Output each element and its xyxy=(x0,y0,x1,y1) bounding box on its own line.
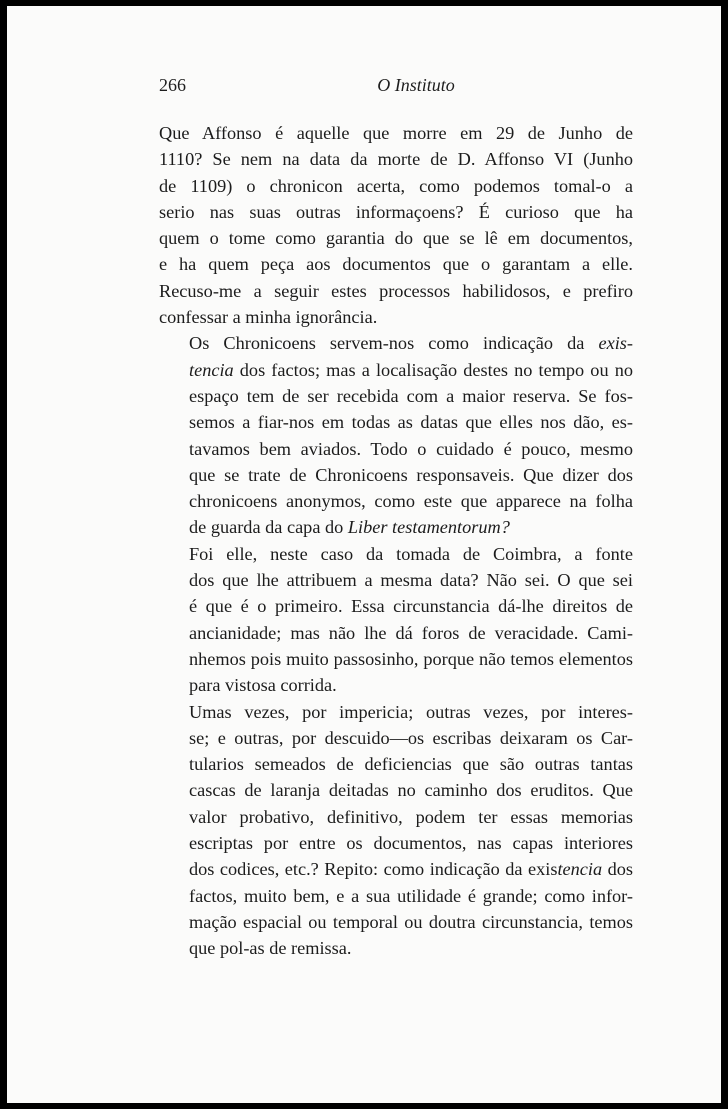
text-line: cascas de laranja deitadas no caminho dos eruditos. Que xyxy=(189,780,633,801)
text-line: factos, muito bem, e a sua utilidade é grande; como infor- xyxy=(189,885,633,906)
page-number: 266 xyxy=(159,75,186,95)
text-line: valor probativo, definitivo, podem ter essas memorias xyxy=(189,806,633,827)
italic-phrase: exis- xyxy=(598,333,633,354)
body-text xyxy=(159,120,633,962)
text-line: quem o tome como garantia do que se lê em documentos, xyxy=(159,228,633,249)
text-line: Os Chronicoens servem-nos como indicação da exis- xyxy=(189,333,633,354)
text-line: mação espacial ou temporal ou doutra circunstancia, temos xyxy=(189,911,633,932)
text-line: serio nas suas outras informaçoens? É curioso que ha xyxy=(159,201,633,222)
text-line: e ha quem peça aos documentos que o garantam a elle. xyxy=(159,254,633,275)
paragraph-3 xyxy=(159,541,633,699)
text-line: nhemos pois muito passosinho, porque não temos elementos xyxy=(189,648,633,669)
text-line: é que é o primeiro. Essa circunstancia dá-lhe direitos de xyxy=(189,596,633,617)
paragraph-4 xyxy=(159,699,633,962)
text-line: Foi elle, neste caso da tomada de Coimbra, a fonte xyxy=(189,543,633,564)
text-line: para vistosa corrida. xyxy=(189,675,337,696)
italic-phrase: Liber testamentorum? xyxy=(347,517,510,538)
text-line: dos que lhe attribuem a mesma data? Não sei. O que sei xyxy=(189,570,633,591)
text-line: de guarda da capa do Liber testamentorum? xyxy=(189,517,510,538)
page-header xyxy=(159,75,633,99)
text-line: confessar a minha ignorância. xyxy=(159,307,378,328)
running-title: O Instituto xyxy=(377,75,455,95)
text-line: tularios semeados de deficiencias que são outras tantas xyxy=(189,754,633,775)
book-page xyxy=(7,6,721,1103)
paragraph-1 xyxy=(159,120,633,330)
text-line: semos a fiar-nos em todas as datas que elles nos dão, es- xyxy=(189,412,633,433)
paragraph-2 xyxy=(159,330,633,540)
text-line: que pol-as de remissa. xyxy=(189,938,352,959)
text-line: de 1109) o chronicon acerta, como podemos tomal-o a xyxy=(159,175,633,196)
text-line: dos codices, etc.? Repito: como indicação da existencia dos xyxy=(189,859,634,880)
text-line: Umas vezes, por impericia; outras vezes, por interes- xyxy=(189,701,633,722)
text-line: ancianidade; mas não lhe dá foros de veracidade. Cami- xyxy=(189,622,633,643)
text-line: espaço tem de ser recebida com a maior reserva. Se fos- xyxy=(189,385,633,406)
text-line: 1110? Se nem na data da morte de D. Affonso VI (Junho xyxy=(159,149,633,170)
text-line: se; e outras, por descuido—os escribas deixaram os Car- xyxy=(189,727,633,748)
text-line: escriptas por entre os documentos, nas capas interiores xyxy=(189,833,633,854)
italic-phrase: tencia xyxy=(557,859,603,880)
text-line: Que Affonso é aquelle que morre em 29 de Junho de xyxy=(159,123,633,143)
text-line: que se trate de Chronicoens responsaveis. Que dizer dos xyxy=(189,464,633,485)
text-line: chronicoens anonymos, como este que apparece na folha xyxy=(189,491,633,512)
text-line: Recuso-me a seguir estes processos habilidosos, e prefiro xyxy=(159,280,633,301)
text-line: tavamos bem aviados. Todo o cuidado é pouco, mesmo xyxy=(189,438,633,459)
text-line: tencia dos factos; mas a localisação destes no tempo ou no xyxy=(189,359,633,380)
italic-phrase: tencia xyxy=(189,359,234,380)
